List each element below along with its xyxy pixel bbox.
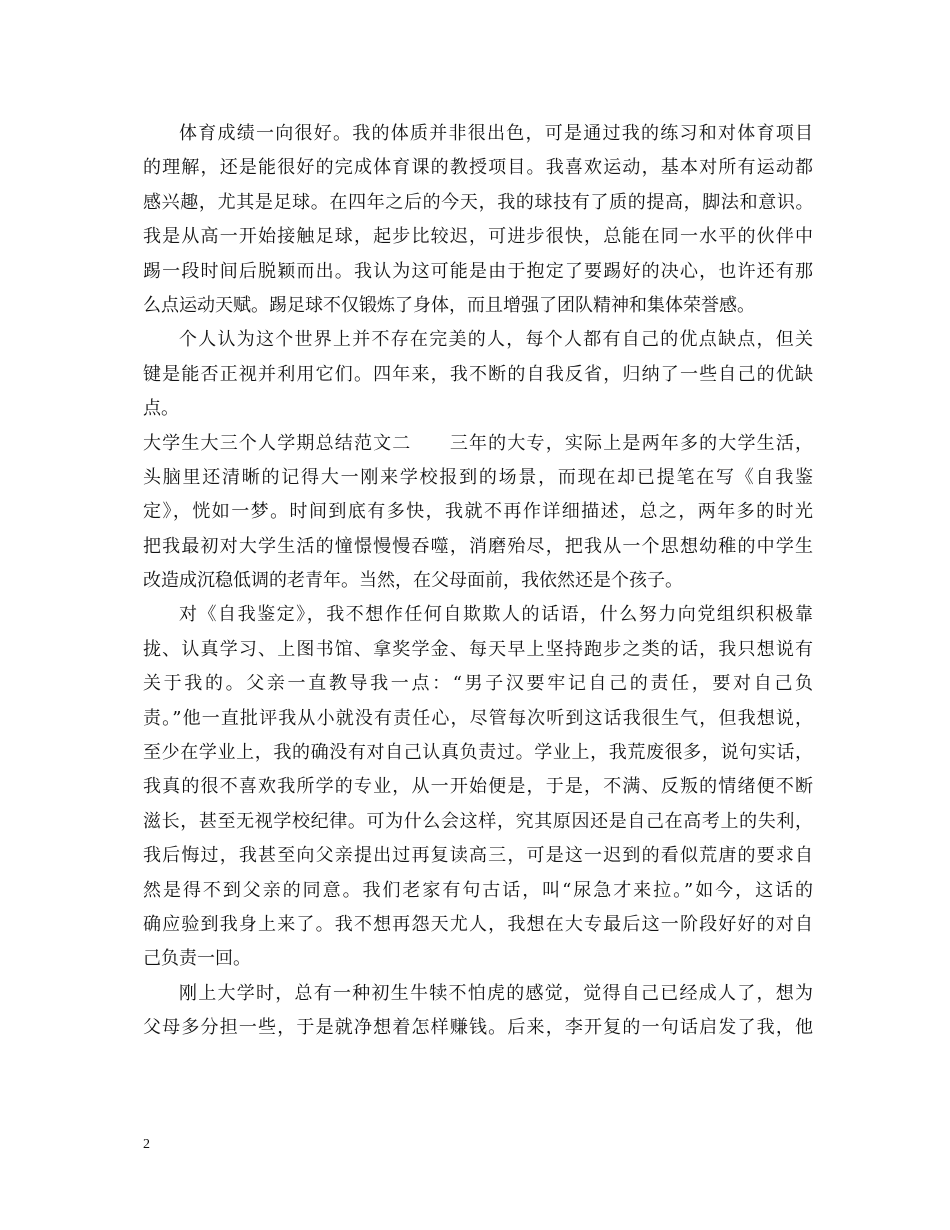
text-line: 父母多分担一些，于是就净想着怎样赚钱。后来，李开复的一句话启发了我，他	[143, 1017, 813, 1039]
text-line: 确应验到我身上来了。我不想再怨天尤人，我想在大专最后这一阶段好好的对自	[143, 913, 813, 935]
text-line: 踢一段时间后脱颖而出。我认为这可能是由于抱定了要踢好的决心，也许还有那	[143, 260, 813, 282]
text-line: 拢、认真学习、上图书馆、拿奖学金、每天早上坚持跑步之类的话，我只想说有	[143, 638, 813, 660]
text-line: 把我最初对大学生活的憧憬慢慢吞噬，消磨殆尽，把我从一个思想幼稚的中学生	[143, 535, 813, 557]
text-line: 定》，恍如一梦。时间到底有多快，我就不再作详细描述，总之，两年多的时光	[143, 501, 813, 523]
text-line: 点。	[143, 398, 179, 420]
text-line: 责。”他一直批评我从小就没有责任心，尽管每次听到这话我很生气，但我想说，	[143, 707, 813, 729]
text-line: 大学生大三个人学期总结范文二 三年的大专，实际上是两年多的大学生活，	[143, 432, 813, 454]
text-line: 个人认为这个世界上并不存在完美的人，每个人都有自己的优点缺点，但关	[179, 329, 813, 351]
text-line: 我后悔过，我甚至向父亲提出过再复读高三，可是这一迟到的看似荒唐的要求自	[143, 845, 813, 867]
text-line: 滋长，甚至无视学校纪律。可为什么会这样，究其原因还是自己在高考上的失利，	[143, 810, 813, 832]
text-line: 头脑里还清晰的记得大一刚来学校报到的场景，而现在却已提笔在写《自我鉴	[143, 466, 813, 488]
text-line: 么点运动天赋。踢足球不仅锻炼了身体，而且增强了团队精神和集体荣誉感。	[143, 294, 755, 316]
text-line: 改造成沉稳低调的老青年。当然，在父母面前，我依然还是个孩子。	[143, 570, 683, 592]
page-number: 2	[143, 1137, 150, 1152]
text-line: 我真的很不喜欢我所学的专业，从一开始便是，于是，不满、反叛的情绪便不断	[143, 776, 813, 798]
text-line: 然是得不到父亲的同意。我们老家有句古话，叫“尿急才来拉。”如今，这话的	[143, 879, 813, 901]
text-line: 关于我的。父亲一直教导我一点：“男子汉要牢记自己的责任，要对自己负	[143, 673, 813, 695]
text-line: 己负责一回。	[143, 948, 251, 970]
text-line: 对《自我鉴定》，我不想作任何自欺欺人的话语，什么努力向党组织积极靠	[179, 604, 813, 626]
text-line: 键是能否正视并利用它们。四年来，我不断的自我反省，归纳了一些自己的优缺	[143, 363, 813, 385]
text-line: 体育成绩一向很好。我的体质并非很出色，可是通过我的练习和对体育项目	[179, 123, 813, 144]
text-line: 的理解，还是能很好的完成体育课的教授项目。我喜欢运动，基本对所有运动都	[143, 157, 813, 179]
body-text	[143, 117, 813, 1046]
text-line: 感兴趣，尤其是足球。在四年之后的今天，我的球技有了质的提高，脚法和意识。	[143, 191, 813, 213]
text-line: 刚上大学时，总有一种初生牛犊不怕虎的感觉，觉得自己已经成人了，想为	[179, 982, 813, 1004]
text-line: 至少在学业上，我的确没有对自己认真负责过。学业上，我荒废很多，说句实话，	[143, 742, 813, 764]
text-line: 我是从高一开始接触足球，起步比较迟，可进步很快，总能在同一水平的伙伴中	[143, 226, 813, 248]
